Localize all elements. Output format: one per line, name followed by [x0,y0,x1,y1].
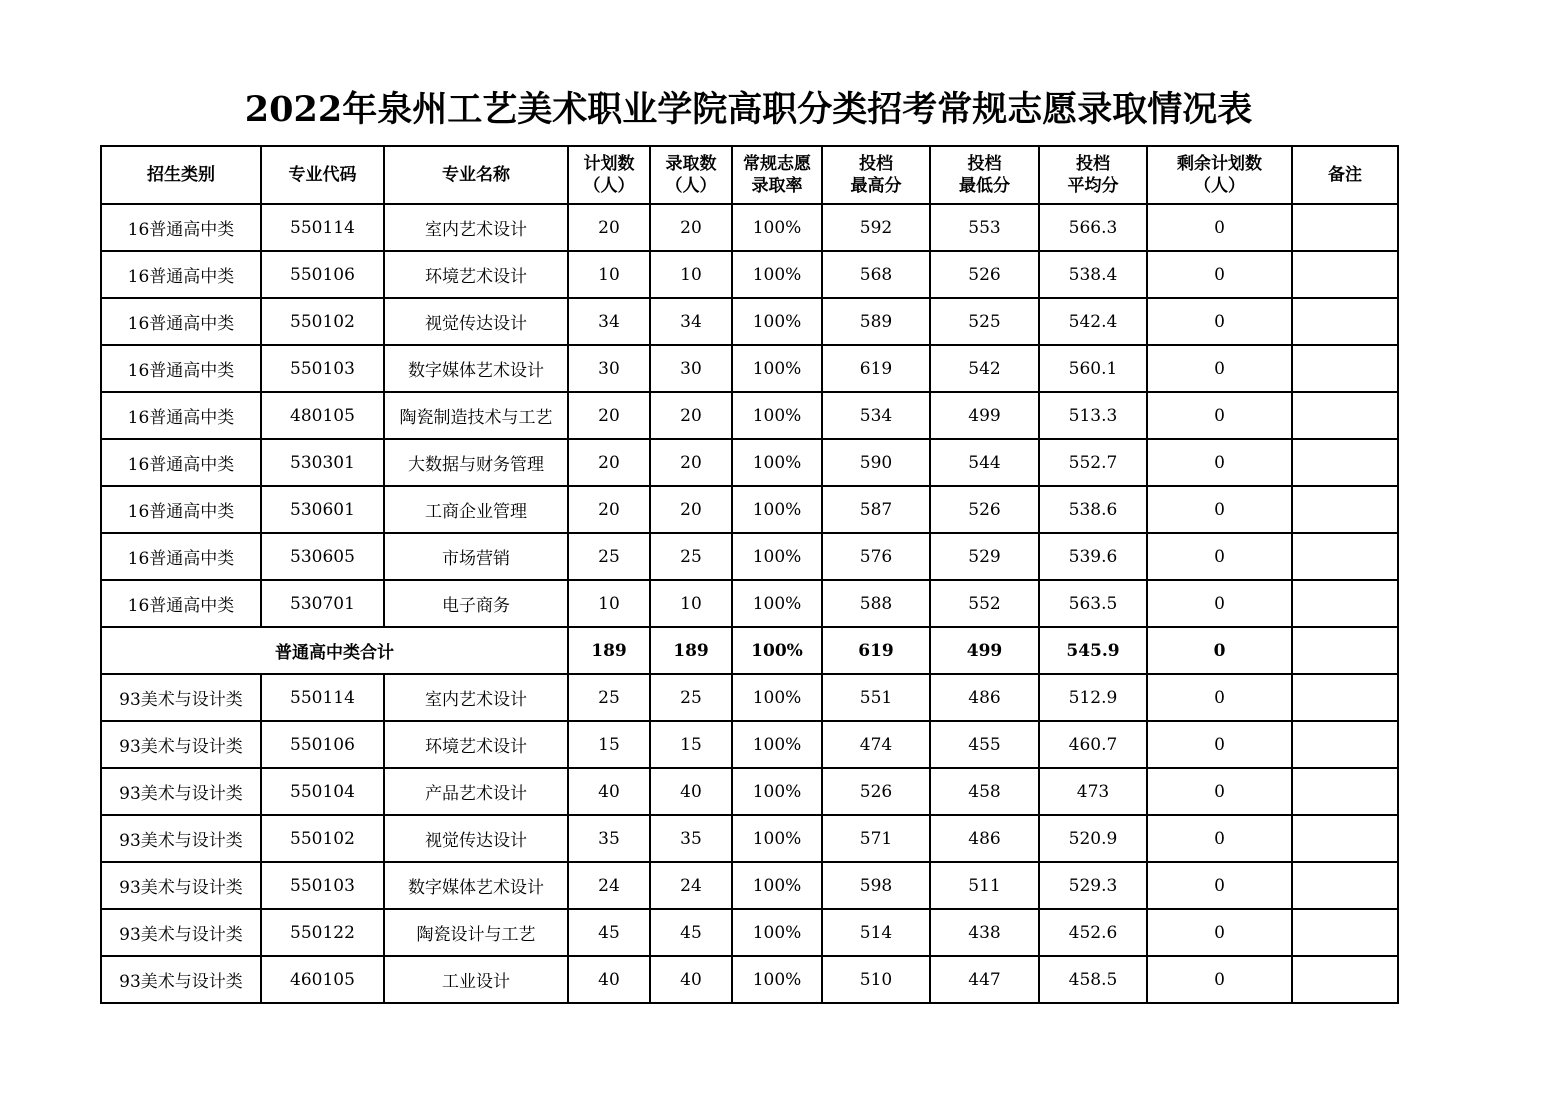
total-remark [1292,627,1398,674]
cell-max: 619 [822,345,930,392]
cell-remark [1292,345,1398,392]
cell-category: 16普通高中类 [101,251,261,298]
cell-category: 93美术与设计类 [101,721,261,768]
header-remaining-line2: （人） [1194,176,1245,196]
header-category: 招生类别 [101,146,261,204]
cell-name: 环境艺术设计 [384,721,568,768]
cell-category: 16普通高中类 [101,486,261,533]
cell-min: 525 [930,298,1039,345]
cell-rate: 100% [732,815,822,862]
cell-plan: 40 [568,956,650,1003]
cell-plan: 20 [568,392,650,439]
cell-avg: 539.6 [1039,533,1147,580]
cell-remark [1292,768,1398,815]
cell-remark [1292,815,1398,862]
cell-avg: 542.4 [1039,298,1147,345]
cell-code: 550102 [261,298,384,345]
cell-max: 589 [822,298,930,345]
cell-remaining: 0 [1147,204,1292,251]
total-max: 619 [822,627,930,674]
cell-remark [1292,251,1398,298]
cell-code: 530301 [261,439,384,486]
cell-name: 室内艺术设计 [384,674,568,721]
total-avg: 545.9 [1039,627,1147,674]
cell-plan: 25 [568,533,650,580]
cell-remark [1292,909,1398,956]
cell-max: 568 [822,251,930,298]
cell-min: 544 [930,439,1039,486]
cell-min: 526 [930,486,1039,533]
header-admit-line2: （人） [665,176,717,196]
cell-name: 数字媒体艺术设计 [384,345,568,392]
header-max-line1: 投档 [859,154,893,174]
cell-avg: 566.3 [1039,204,1147,251]
header-rate-line2: 录取率 [751,176,803,196]
cell-plan: 24 [568,862,650,909]
header-remark: 备注 [1292,146,1398,204]
cell-max: 592 [822,204,930,251]
cell-code: 550106 [261,251,384,298]
cell-avg: 452.6 [1039,909,1147,956]
cell-max: 551 [822,674,930,721]
cell-remark [1292,721,1398,768]
cell-admit: 20 [650,204,732,251]
cell-remaining: 0 [1147,674,1292,721]
cell-plan: 40 [568,768,650,815]
cell-remark [1292,204,1398,251]
cell-plan: 20 [568,439,650,486]
cell-rate: 100% [732,909,822,956]
cell-admit: 40 [650,956,732,1003]
cell-max: 474 [822,721,930,768]
cell-min: 499 [930,392,1039,439]
cell-remaining: 0 [1147,486,1292,533]
cell-max: 514 [822,909,930,956]
cell-rate: 100% [732,580,822,627]
cell-code: 460105 [261,956,384,1003]
header-major-code: 专业代码 [261,146,384,204]
cell-avg: 460.7 [1039,721,1147,768]
cell-rate: 100% [732,204,822,251]
cell-admit: 45 [650,909,732,956]
cell-code: 530605 [261,533,384,580]
cell-max: 588 [822,580,930,627]
total-remaining: 0 [1147,627,1292,674]
cell-avg: 552.7 [1039,439,1147,486]
cell-category: 16普通高中类 [101,298,261,345]
cell-name: 室内艺术设计 [384,204,568,251]
cell-name: 数字媒体艺术设计 [384,862,568,909]
cell-plan: 34 [568,298,650,345]
cell-code: 550114 [261,204,384,251]
cell-rate: 100% [732,674,822,721]
cell-avg: 563.5 [1039,580,1147,627]
cell-avg: 512.9 [1039,674,1147,721]
cell-remaining: 0 [1147,392,1292,439]
cell-min: 486 [930,674,1039,721]
cell-category: 93美术与设计类 [101,909,261,956]
cell-code: 550103 [261,862,384,909]
cell-rate: 100% [732,486,822,533]
cell-remaining: 0 [1147,862,1292,909]
header-row [101,146,1398,204]
cell-name: 视觉传达设计 [384,298,568,345]
table-row [101,298,1398,345]
cell-admit: 34 [650,298,732,345]
cell-code: 550103 [261,345,384,392]
cell-category: 93美术与设计类 [101,815,261,862]
cell-plan: 20 [568,486,650,533]
table-row [101,439,1398,486]
cell-avg: 538.6 [1039,486,1147,533]
cell-admit: 20 [650,392,732,439]
cell-min: 526 [930,251,1039,298]
cell-min: 455 [930,721,1039,768]
cell-name: 环境艺术设计 [384,251,568,298]
cell-plan: 30 [568,345,650,392]
header-min-line2: 最低分 [959,176,1010,196]
header-remaining-line1: 剩余计划数 [1177,154,1262,174]
cell-name: 产品艺术设计 [384,768,568,815]
cell-remaining: 0 [1147,439,1292,486]
cell-name: 工商企业管理 [384,486,568,533]
cell-category: 93美术与设计类 [101,862,261,909]
cell-max: 526 [822,768,930,815]
cell-rate: 100% [732,721,822,768]
header-plan-line1: 计划数 [583,154,635,174]
cell-remaining: 0 [1147,533,1292,580]
cell-code: 550104 [261,768,384,815]
table-row [101,862,1398,909]
table-row [101,909,1398,956]
cell-code: 530701 [261,580,384,627]
cell-max: 598 [822,862,930,909]
header-rate-line1: 常规志愿 [743,154,811,174]
cell-category: 93美术与设计类 [101,768,261,815]
header-avg-score [1039,146,1147,204]
table-row [101,815,1398,862]
cell-rate: 100% [732,768,822,815]
cell-admit: 10 [650,251,732,298]
cell-remark [1292,862,1398,909]
cell-code: 550114 [261,674,384,721]
cell-remark [1292,439,1398,486]
header-min-score [930,146,1039,204]
cell-category: 16普通高中类 [101,345,261,392]
cell-rate: 100% [732,345,822,392]
cell-code: 550106 [261,721,384,768]
cell-remaining: 0 [1147,956,1292,1003]
cell-rate: 100% [732,862,822,909]
cell-avg: 560.1 [1039,345,1147,392]
header-min-line1: 投档 [967,154,1002,174]
cell-code: 550102 [261,815,384,862]
cell-max: 534 [822,392,930,439]
table-row [101,580,1398,627]
cell-min: 447 [930,956,1039,1003]
table-row [101,392,1398,439]
cell-category: 16普通高中类 [101,580,261,627]
cell-name: 视觉传达设计 [384,815,568,862]
total-plan: 189 [568,627,650,674]
cell-admit: 20 [650,486,732,533]
cell-min: 542 [930,345,1039,392]
header-plan [568,146,650,204]
cell-rate: 100% [732,439,822,486]
header-admit [650,146,732,204]
cell-admit: 15 [650,721,732,768]
cell-min: 529 [930,533,1039,580]
cell-remark [1292,956,1398,1003]
cell-avg: 529.3 [1039,862,1147,909]
cell-min: 438 [930,909,1039,956]
cell-admit: 25 [650,674,732,721]
cell-admit: 24 [650,862,732,909]
total-admit: 189 [650,627,732,674]
cell-name: 陶瓷设计与工艺 [384,909,568,956]
header-remaining [1147,146,1292,204]
cell-rate: 100% [732,251,822,298]
header-major-name: 专业名称 [384,146,568,204]
header-rate [732,146,822,204]
cell-rate: 100% [732,298,822,345]
cell-admit: 10 [650,580,732,627]
cell-avg: 513.3 [1039,392,1147,439]
cell-max: 587 [822,486,930,533]
cell-remark [1292,580,1398,627]
table-row [101,204,1398,251]
cell-max: 590 [822,439,930,486]
header-avg-line2: 平均分 [1067,176,1119,196]
total-rate: 100% [732,627,822,674]
cell-admit: 35 [650,815,732,862]
header-max-score [822,146,930,204]
cell-name: 电子商务 [384,580,568,627]
cell-min: 511 [930,862,1039,909]
cell-name: 大数据与财务管理 [384,439,568,486]
cell-name: 市场营销 [384,533,568,580]
cell-name: 工业设计 [384,956,568,1003]
cell-remark [1292,298,1398,345]
cell-admit: 20 [650,439,732,486]
cell-remark [1292,674,1398,721]
cell-remark [1292,533,1398,580]
cell-remaining: 0 [1147,298,1292,345]
cell-remaining: 0 [1147,815,1292,862]
cell-rate: 100% [732,392,822,439]
cell-admit: 25 [650,533,732,580]
cell-rate: 100% [732,956,822,1003]
cell-avg: 538.4 [1039,251,1147,298]
cell-min: 486 [930,815,1039,862]
cell-code: 480105 [261,392,384,439]
header-avg-line1: 投档 [1076,154,1110,174]
cell-remaining: 0 [1147,909,1292,956]
cell-plan: 20 [568,204,650,251]
cell-plan: 15 [568,721,650,768]
table-row [101,956,1398,1003]
cell-remaining: 0 [1147,768,1292,815]
table-row [101,486,1398,533]
admission-table [100,145,1399,1004]
cell-max: 571 [822,815,930,862]
table-row [101,533,1398,580]
total-min: 499 [930,627,1039,674]
table-row [101,768,1398,815]
cell-remaining: 0 [1147,251,1292,298]
cell-remark [1292,486,1398,533]
total-row [101,627,1398,674]
cell-plan: 35 [568,815,650,862]
cell-min: 552 [930,580,1039,627]
cell-admit: 40 [650,768,732,815]
table-row [101,345,1398,392]
cell-remaining: 0 [1147,345,1292,392]
cell-category: 16普通高中类 [101,392,261,439]
cell-max: 510 [822,956,930,1003]
cell-admit: 30 [650,345,732,392]
cell-remaining: 0 [1147,580,1292,627]
cell-category: 93美术与设计类 [101,674,261,721]
cell-max: 576 [822,533,930,580]
cell-code: 530601 [261,486,384,533]
header-admit-line1: 录取数 [665,154,717,174]
cell-category: 16普通高中类 [101,204,261,251]
cell-plan: 45 [568,909,650,956]
cell-category: 16普通高中类 [101,533,261,580]
header-plan-line2: （人） [583,176,635,196]
cell-plan: 10 [568,580,650,627]
cell-plan: 25 [568,674,650,721]
total-label: 普通高中类合计 [101,627,568,674]
cell-remark [1292,392,1398,439]
cell-category: 16普通高中类 [101,439,261,486]
cell-min: 553 [930,204,1039,251]
table-row [101,674,1398,721]
cell-min: 458 [930,768,1039,815]
cell-remaining: 0 [1147,721,1292,768]
cell-plan: 10 [568,251,650,298]
cell-avg: 473 [1039,768,1147,815]
page-title: 2022年泉州工艺美术职业学院高职分类招考常规志愿录取情况表 [244,89,1253,130]
table-row [101,251,1398,298]
table-row [101,721,1398,768]
cell-category: 93美术与设计类 [101,956,261,1003]
header-max-line2: 最高分 [850,176,902,196]
cell-avg: 458.5 [1039,956,1147,1003]
cell-avg: 520.9 [1039,815,1147,862]
cell-name: 陶瓷制造技术与工艺 [384,392,568,439]
cell-rate: 100% [732,533,822,580]
cell-code: 550122 [261,909,384,956]
